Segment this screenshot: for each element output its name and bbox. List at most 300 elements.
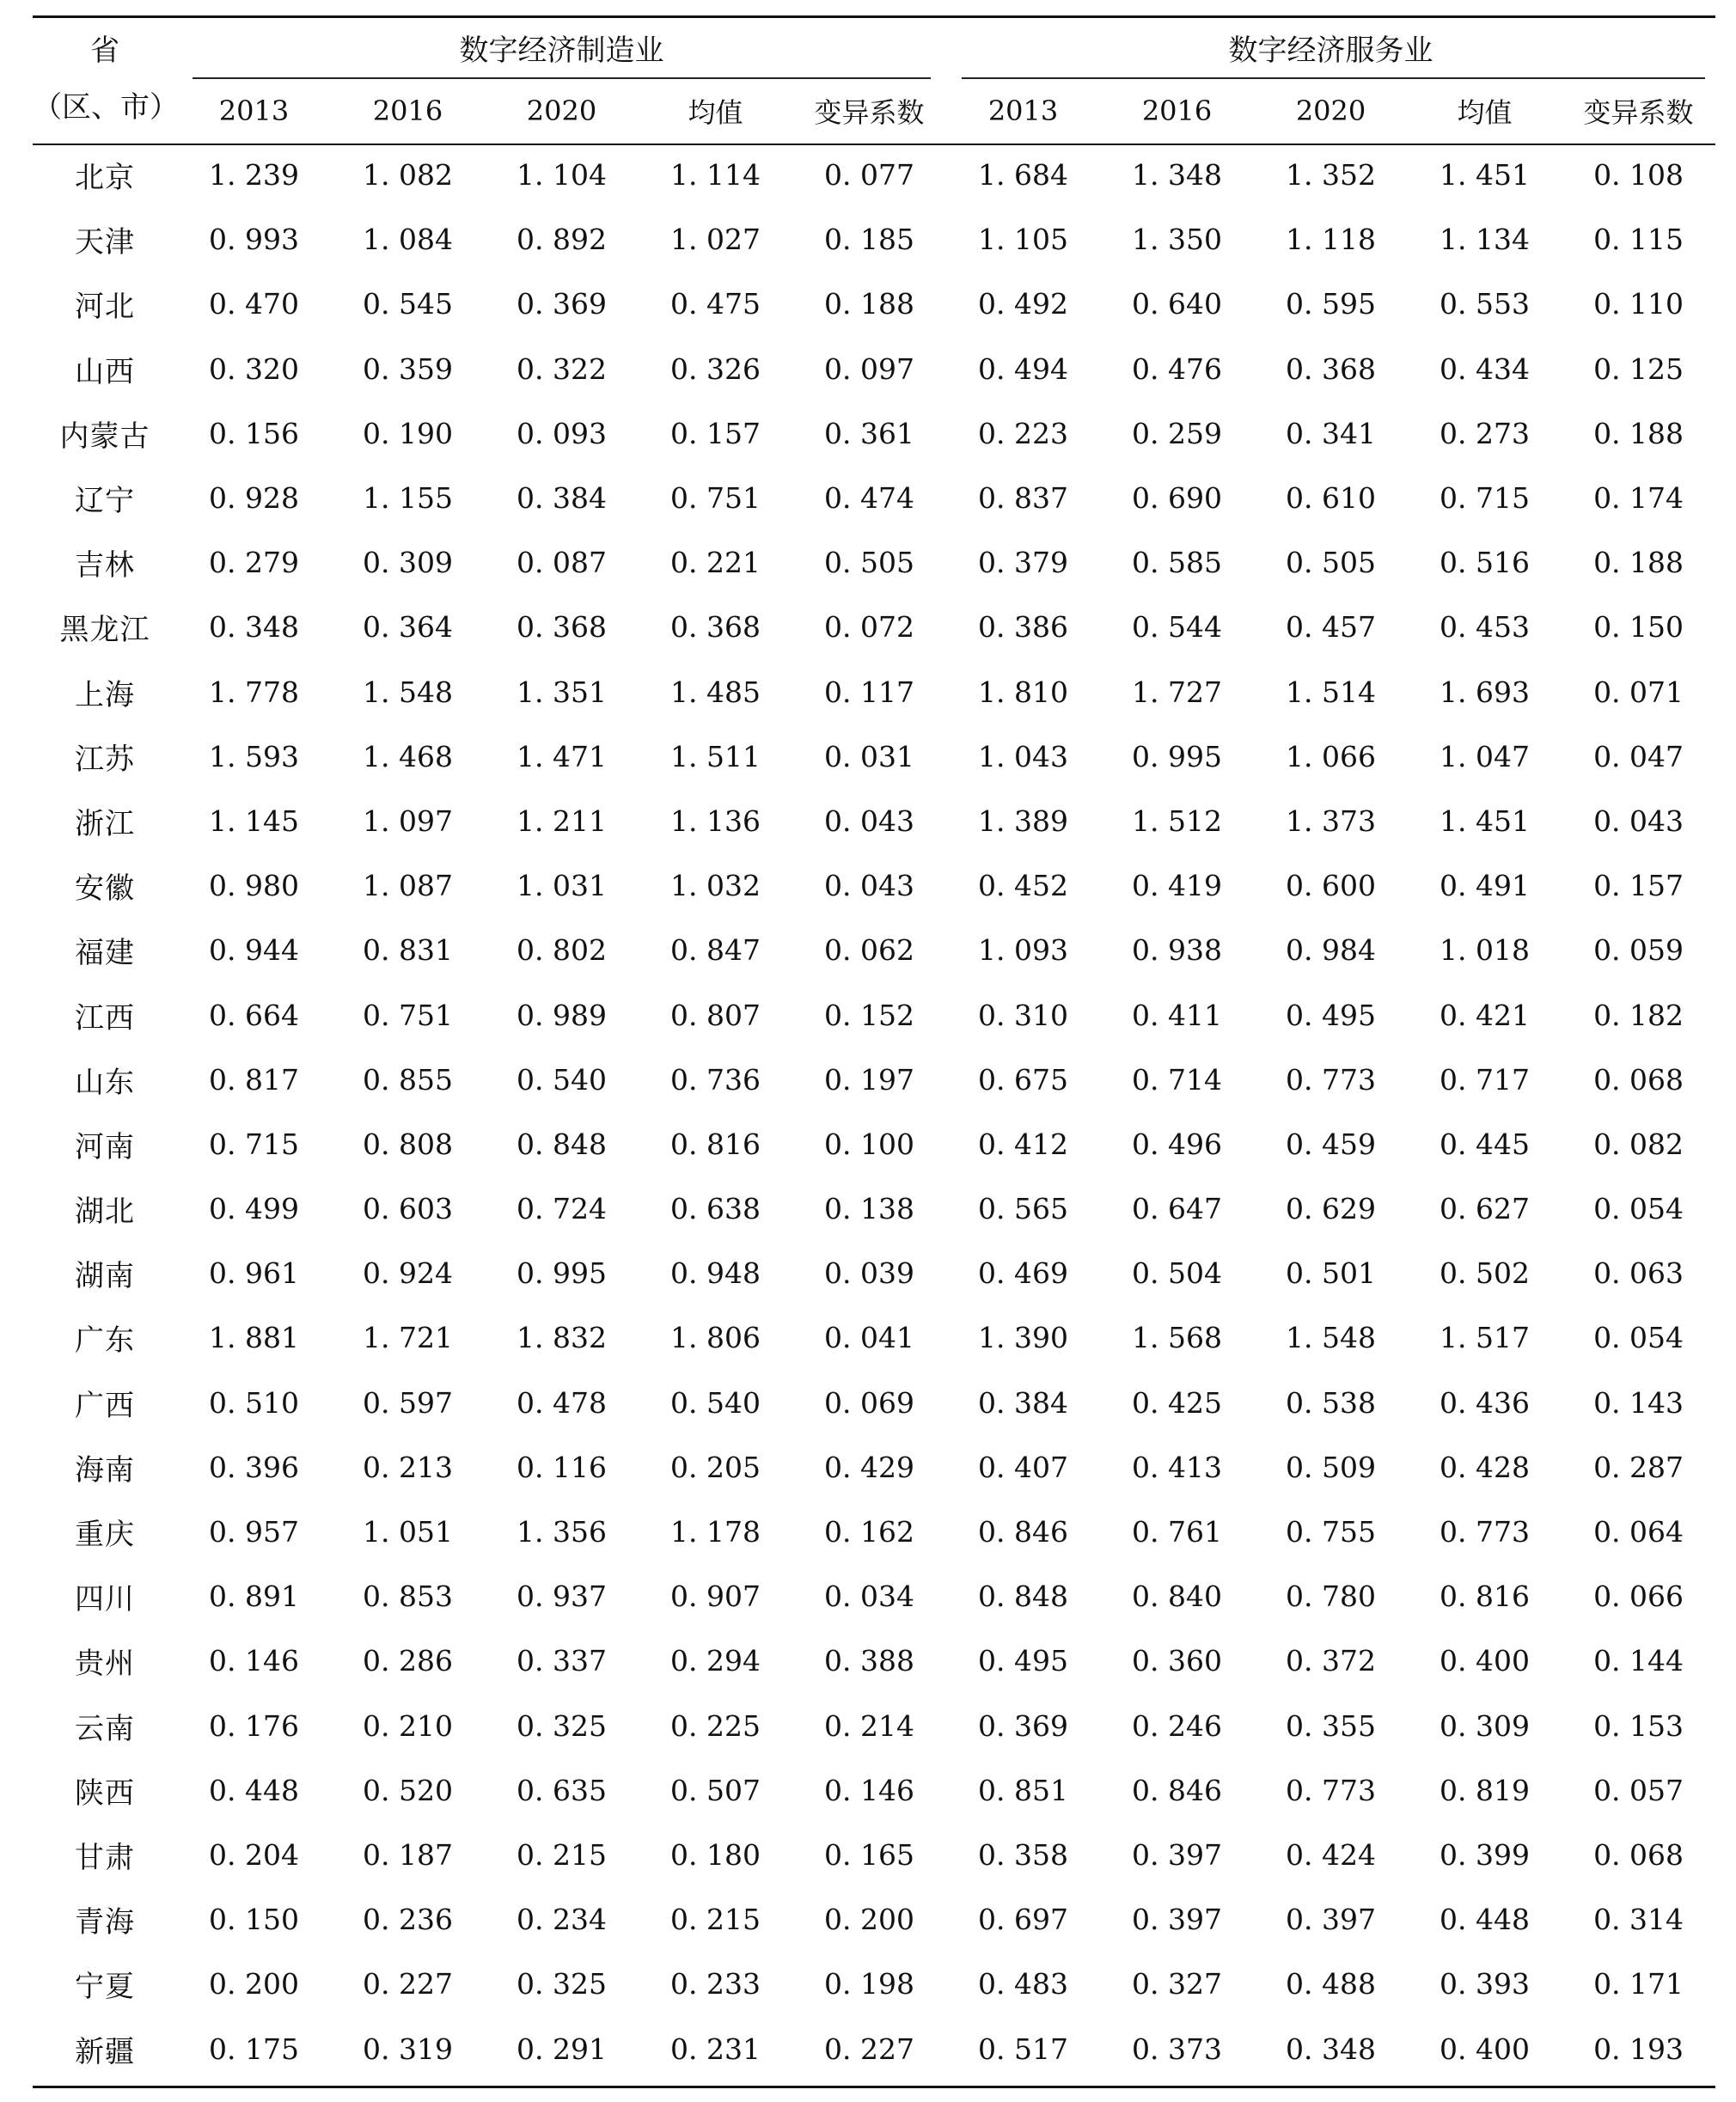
manufacturing-value-cell: 1. 145 bbox=[209, 804, 299, 838]
manufacturing-value-cell: 0. 279 bbox=[209, 546, 299, 580]
services-value-cell: 0. 496 bbox=[1132, 1127, 1223, 1161]
services-value-cell: 0. 068 bbox=[1593, 1837, 1684, 1872]
manufacturing-value-cell: 1. 031 bbox=[517, 869, 607, 903]
manufacturing-value-cell: 0. 507 bbox=[670, 1773, 761, 1807]
services-value-cell: 1. 373 bbox=[1286, 804, 1377, 838]
manufacturing-value-cell: 0. 853 bbox=[363, 1580, 453, 1614]
services-value-cell: 0. 755 bbox=[1286, 1515, 1377, 1549]
manufacturing-value-cell: 0. 210 bbox=[363, 1708, 453, 1743]
manufacturing-value-cell: 1. 468 bbox=[363, 739, 453, 773]
services-value-cell: 1. 066 bbox=[1286, 739, 1377, 773]
services-value-cell: 0. 419 bbox=[1132, 869, 1223, 903]
services-value-cell: 1. 514 bbox=[1286, 675, 1377, 709]
services-value-cell: 1. 118 bbox=[1286, 223, 1377, 257]
manufacturing-value-cell: 0. 751 bbox=[363, 998, 453, 1032]
manufacturing-col-header: 变异系数 bbox=[814, 96, 925, 129]
province-cell: 黑龙江 bbox=[59, 613, 150, 648]
manufacturing-value-cell: 0. 337 bbox=[517, 1644, 607, 1678]
manufacturing-value-cell: 1. 087 bbox=[363, 869, 453, 903]
services-value-cell: 0. 995 bbox=[1132, 739, 1223, 773]
province-column-header bbox=[33, 15, 177, 143]
manufacturing-value-cell: 0. 097 bbox=[824, 351, 914, 386]
table-row bbox=[33, 1887, 1715, 1952]
services-value-cell: 0. 397 bbox=[1132, 1837, 1223, 1872]
services-value-cell: 0. 476 bbox=[1132, 351, 1223, 386]
services-value-cell: 0. 495 bbox=[1286, 998, 1377, 1032]
services-value-cell: 0. 108 bbox=[1593, 158, 1684, 192]
manufacturing-value-cell: 0. 325 bbox=[517, 1708, 607, 1743]
table-row bbox=[33, 1564, 1715, 1628]
services-value-cell: 0. 544 bbox=[1132, 610, 1223, 645]
services-value-cell: 0. 066 bbox=[1593, 1580, 1684, 1614]
manufacturing-value-cell: 1. 211 bbox=[517, 804, 607, 838]
table-bottom-rule bbox=[33, 2086, 1715, 2088]
manufacturing-value-cell: 1. 155 bbox=[363, 481, 453, 516]
manufacturing-value-cell: 0. 499 bbox=[209, 1192, 299, 1226]
province-cell: 吉林 bbox=[75, 548, 135, 584]
services-value-cell: 0. 938 bbox=[1132, 933, 1223, 968]
table-row bbox=[33, 2016, 1715, 2081]
manufacturing-value-cell: 0. 146 bbox=[209, 1644, 299, 1678]
manufacturing-value-cell: 0. 319 bbox=[363, 2032, 453, 2066]
manufacturing-value-cell: 0. 724 bbox=[517, 1192, 607, 1226]
manufacturing-value-cell: 0. 138 bbox=[824, 1192, 914, 1226]
manufacturing-value-cell: 0. 156 bbox=[209, 416, 299, 450]
manufacturing-value-cell: 0. 204 bbox=[209, 1837, 299, 1872]
manufacturing-value-cell: 0. 116 bbox=[517, 1450, 607, 1484]
province-cell: 重庆 bbox=[75, 1518, 135, 1553]
province-cell: 甘肃 bbox=[75, 1840, 135, 1875]
manufacturing-value-cell: 0. 545 bbox=[363, 287, 453, 321]
services-value-cell: 0. 355 bbox=[1286, 1708, 1377, 1743]
table-row bbox=[33, 1241, 1715, 1305]
province-cell: 浙江 bbox=[75, 806, 135, 841]
table-row bbox=[33, 530, 1715, 595]
manufacturing-value-cell: 0. 989 bbox=[517, 998, 607, 1032]
services-value-cell: 1. 043 bbox=[978, 739, 1069, 773]
province-cell: 山东 bbox=[75, 1065, 135, 1100]
services-value-cell: 0. 453 bbox=[1440, 610, 1531, 645]
services-value-cell: 0. 675 bbox=[978, 1062, 1069, 1097]
table-row bbox=[33, 466, 1715, 530]
manufacturing-value-cell: 1. 485 bbox=[670, 675, 761, 709]
manufacturing-value-cell: 0. 638 bbox=[670, 1192, 761, 1226]
services-value-cell: 0. 434 bbox=[1440, 351, 1531, 386]
services-value-cell: 0. 504 bbox=[1132, 1256, 1223, 1291]
table-row bbox=[33, 660, 1715, 724]
services-value-cell: 0. 372 bbox=[1286, 1644, 1377, 1678]
manufacturing-col-header: 2016 bbox=[372, 95, 443, 127]
services-col-header: 变异系数 bbox=[1583, 96, 1694, 129]
services-value-cell: 1. 693 bbox=[1440, 675, 1531, 709]
services-value-cell: 0. 110 bbox=[1593, 287, 1684, 321]
manufacturing-value-cell: 1. 806 bbox=[670, 1321, 761, 1355]
province-cell: 辽宁 bbox=[75, 484, 135, 519]
manufacturing-value-cell: 0. 470 bbox=[209, 287, 299, 321]
manufacturing-value-cell: 0. 322 bbox=[517, 351, 607, 386]
table-row bbox=[33, 1500, 1715, 1564]
table-row bbox=[33, 1823, 1715, 1887]
manufacturing-value-cell: 1. 178 bbox=[670, 1515, 761, 1549]
services-value-cell: 0. 144 bbox=[1593, 1644, 1684, 1678]
table-row bbox=[33, 1371, 1715, 1435]
table-row bbox=[33, 272, 1715, 336]
province-cell: 安徽 bbox=[75, 871, 135, 907]
province-header-line2: （区、市） bbox=[33, 90, 179, 125]
services-value-cell: 0. 309 bbox=[1440, 1708, 1531, 1743]
manufacturing-value-cell: 0. 213 bbox=[363, 1450, 453, 1484]
manufacturing-value-cell: 0. 816 bbox=[670, 1127, 761, 1161]
manufacturing-value-cell: 0. 597 bbox=[363, 1385, 453, 1420]
services-col-header: 2016 bbox=[1141, 95, 1213, 127]
manufacturing-value-cell: 0. 150 bbox=[209, 1903, 299, 1937]
manufacturing-value-cell: 0. 847 bbox=[670, 933, 761, 968]
services-value-cell: 0. 171 bbox=[1593, 1967, 1684, 2001]
services-col-header: 2013 bbox=[987, 95, 1059, 127]
table-row bbox=[33, 1628, 1715, 1693]
services-value-cell: 0. 773 bbox=[1286, 1773, 1377, 1807]
manufacturing-value-cell: 0. 831 bbox=[363, 933, 453, 968]
services-value-cell: 0. 287 bbox=[1593, 1450, 1684, 1484]
manufacturing-value-cell: 0. 475 bbox=[670, 287, 761, 321]
services-value-cell: 0. 846 bbox=[1132, 1773, 1223, 1807]
services-value-cell: 0. 848 bbox=[978, 1580, 1069, 1614]
manufacturing-value-cell: 0. 807 bbox=[670, 998, 761, 1032]
services-value-cell: 1. 348 bbox=[1132, 158, 1223, 192]
services-value-cell: 0. 068 bbox=[1593, 1062, 1684, 1097]
manufacturing-value-cell: 0. 233 bbox=[670, 1967, 761, 2001]
manufacturing-value-cell: 0. 995 bbox=[517, 1256, 607, 1291]
manufacturing-value-cell: 0. 429 bbox=[824, 1450, 914, 1484]
manufacturing-value-cell: 0. 221 bbox=[670, 546, 761, 580]
services-value-cell: 0. 448 bbox=[1440, 1903, 1531, 1937]
manufacturing-value-cell: 0. 364 bbox=[363, 610, 453, 645]
province-cell: 河北 bbox=[75, 290, 135, 325]
manufacturing-value-cell: 0. 205 bbox=[670, 1450, 761, 1484]
manufacturing-value-cell: 1. 881 bbox=[209, 1321, 299, 1355]
manufacturing-value-cell: 0. 924 bbox=[363, 1256, 453, 1291]
manufacturing-value-cell: 0. 751 bbox=[670, 481, 761, 516]
manufacturing-col-header: 2013 bbox=[218, 95, 290, 127]
services-value-cell: 0. 143 bbox=[1593, 1385, 1684, 1420]
services-value-cell: 0. 054 bbox=[1593, 1321, 1684, 1355]
province-cell: 广西 bbox=[75, 1388, 135, 1423]
manufacturing-value-cell: 0. 200 bbox=[824, 1903, 914, 1937]
table-row bbox=[33, 1694, 1715, 1758]
services-value-cell: 1. 390 bbox=[978, 1321, 1069, 1355]
services-value-cell: 0. 358 bbox=[978, 1837, 1069, 1872]
province-cell: 新疆 bbox=[75, 2034, 135, 2069]
manufacturing-value-cell: 0. 891 bbox=[209, 1580, 299, 1614]
manufacturing-value-cell: 0. 225 bbox=[670, 1708, 761, 1743]
manufacturing-value-cell: 0. 540 bbox=[670, 1385, 761, 1420]
table-row bbox=[33, 1176, 1715, 1241]
services-value-cell: 1. 451 bbox=[1440, 158, 1531, 192]
manufacturing-value-cell: 0. 361 bbox=[824, 416, 914, 450]
services-value-cell: 1. 810 bbox=[978, 675, 1069, 709]
manufacturing-value-cell: 1. 593 bbox=[209, 739, 299, 773]
services-value-cell: 0. 348 bbox=[1286, 2032, 1377, 2066]
manufacturing-value-cell: 0. 808 bbox=[363, 1127, 453, 1161]
services-value-cell: 0. 407 bbox=[978, 1450, 1069, 1484]
manufacturing-value-cell: 0. 326 bbox=[670, 351, 761, 386]
province-cell: 河南 bbox=[75, 1129, 135, 1164]
province-cell: 海南 bbox=[75, 1452, 135, 1488]
services-value-cell: 0. 310 bbox=[978, 998, 1069, 1032]
manufacturing-value-cell: 0. 198 bbox=[824, 1967, 914, 2001]
manufacturing-value-cell: 1. 114 bbox=[670, 158, 761, 192]
manufacturing-value-cell: 0. 188 bbox=[824, 287, 914, 321]
manufacturing-value-cell: 0. 388 bbox=[824, 1644, 914, 1678]
manufacturing-value-cell: 0. 848 bbox=[517, 1127, 607, 1161]
manufacturing-col-header: 均值 bbox=[688, 96, 743, 129]
services-value-cell: 0. 469 bbox=[978, 1256, 1069, 1291]
services-value-cell: 0. 223 bbox=[978, 416, 1069, 450]
services-group-rule bbox=[962, 77, 1705, 79]
services-value-cell: 0. 082 bbox=[1593, 1127, 1684, 1161]
manufacturing-value-cell: 0. 039 bbox=[824, 1256, 914, 1291]
services-value-cell: 0. 517 bbox=[978, 2032, 1069, 2066]
services-value-cell: 0. 188 bbox=[1593, 416, 1684, 450]
province-cell: 北京 bbox=[75, 161, 135, 196]
services-value-cell: 0. 188 bbox=[1593, 546, 1684, 580]
services-value-cell: 0. 400 bbox=[1440, 2032, 1531, 2066]
province-cell: 江苏 bbox=[75, 742, 135, 777]
manufacturing-group-header bbox=[177, 15, 946, 79]
services-value-cell: 0. 411 bbox=[1132, 998, 1223, 1032]
services-value-cell: 1. 548 bbox=[1286, 1321, 1377, 1355]
services-group-label: 数字经济服务业 bbox=[1228, 33, 1433, 68]
manufacturing-value-cell: 1. 511 bbox=[670, 739, 761, 773]
manufacturing-value-cell: 0. 197 bbox=[824, 1062, 914, 1097]
manufacturing-value-cell: 0. 227 bbox=[363, 1967, 453, 2001]
manufacturing-value-cell: 0. 069 bbox=[824, 1385, 914, 1420]
manufacturing-value-cell: 0. 157 bbox=[670, 416, 761, 450]
services-value-cell: 0. 483 bbox=[978, 1967, 1069, 2001]
services-value-cell: 0. 840 bbox=[1132, 1580, 1223, 1614]
manufacturing-value-cell: 0. 635 bbox=[517, 1773, 607, 1807]
manufacturing-value-cell: 0. 320 bbox=[209, 351, 299, 386]
manufacturing-value-cell: 0. 957 bbox=[209, 1515, 299, 1549]
services-value-cell: 0. 397 bbox=[1132, 1903, 1223, 1937]
manufacturing-value-cell: 0. 736 bbox=[670, 1062, 761, 1097]
manufacturing-value-cell: 0. 368 bbox=[517, 610, 607, 645]
services-value-cell: 0. 816 bbox=[1440, 1580, 1531, 1614]
manufacturing-value-cell: 0. 190 bbox=[363, 416, 453, 450]
manufacturing-value-cell: 0. 294 bbox=[670, 1644, 761, 1678]
services-value-cell: 0. 360 bbox=[1132, 1644, 1223, 1678]
services-value-cell: 0. 059 bbox=[1593, 933, 1684, 968]
manufacturing-value-cell: 0. 928 bbox=[209, 481, 299, 516]
manufacturing-value-cell: 0. 236 bbox=[363, 1903, 453, 1937]
services-value-cell: 0. 627 bbox=[1440, 1192, 1531, 1226]
services-value-cell: 0. 553 bbox=[1440, 287, 1531, 321]
manufacturing-value-cell: 0. 162 bbox=[824, 1515, 914, 1549]
services-group-header bbox=[946, 15, 1715, 79]
services-value-cell: 0. 565 bbox=[978, 1192, 1069, 1226]
manufacturing-value-cell: 0. 215 bbox=[517, 1837, 607, 1872]
manufacturing-value-cell: 0. 165 bbox=[824, 1837, 914, 1872]
digital-economy-table bbox=[33, 15, 1715, 2081]
manufacturing-value-cell: 0. 077 bbox=[824, 158, 914, 192]
manufacturing-value-cell: 0. 180 bbox=[670, 1837, 761, 1872]
table-row bbox=[33, 595, 1715, 659]
table-body bbox=[33, 143, 1715, 2081]
services-value-cell: 1. 389 bbox=[978, 804, 1069, 838]
province-cell: 内蒙古 bbox=[59, 419, 150, 454]
province-cell: 福建 bbox=[75, 936, 135, 971]
manufacturing-value-cell: 0. 369 bbox=[517, 287, 607, 321]
province-cell: 青海 bbox=[75, 1905, 135, 1940]
manufacturing-value-cell: 0. 185 bbox=[824, 223, 914, 257]
services-value-cell: 1. 047 bbox=[1440, 739, 1531, 773]
services-value-cell: 0. 717 bbox=[1440, 1062, 1531, 1097]
manufacturing-value-cell: 0. 993 bbox=[209, 223, 299, 257]
manufacturing-value-cell: 1. 104 bbox=[517, 158, 607, 192]
services-value-cell: 0. 494 bbox=[978, 351, 1069, 386]
services-value-cell: 1. 018 bbox=[1440, 933, 1531, 968]
services-value-cell: 0. 457 bbox=[1286, 610, 1377, 645]
province-cell: 天津 bbox=[75, 225, 135, 260]
table-row bbox=[33, 1952, 1715, 2016]
table-row bbox=[33, 1435, 1715, 1500]
services-value-cell: 0. 984 bbox=[1286, 933, 1377, 968]
manufacturing-value-cell: 0. 146 bbox=[824, 1773, 914, 1807]
manufacturing-value-cell: 0. 396 bbox=[209, 1450, 299, 1484]
manufacturing-value-cell: 1. 471 bbox=[517, 739, 607, 773]
services-value-cell: 1. 512 bbox=[1132, 804, 1223, 838]
services-value-cell: 0. 761 bbox=[1132, 1515, 1223, 1549]
services-value-cell: 0. 505 bbox=[1286, 546, 1377, 580]
services-value-cell: 0. 384 bbox=[978, 1385, 1069, 1420]
manufacturing-value-cell: 0. 478 bbox=[517, 1385, 607, 1420]
services-value-cell: 0. 509 bbox=[1286, 1450, 1377, 1484]
services-value-cell: 0. 436 bbox=[1440, 1385, 1531, 1420]
services-value-cell: 0. 585 bbox=[1132, 546, 1223, 580]
services-value-cell: 1. 350 bbox=[1132, 223, 1223, 257]
manufacturing-value-cell: 0. 286 bbox=[363, 1644, 453, 1678]
province-cell: 上海 bbox=[75, 677, 135, 712]
province-cell: 四川 bbox=[75, 1582, 135, 1617]
manufacturing-value-cell: 0. 448 bbox=[209, 1773, 299, 1807]
province-cell: 宁夏 bbox=[75, 1970, 135, 2005]
manufacturing-value-cell: 0. 937 bbox=[517, 1580, 607, 1614]
manufacturing-value-cell: 0. 505 bbox=[824, 546, 914, 580]
manufacturing-group-label: 数字经济制造业 bbox=[459, 33, 664, 68]
services-value-cell: 1. 105 bbox=[978, 223, 1069, 257]
services-value-cell: 0. 043 bbox=[1593, 804, 1684, 838]
services-value-cell: 0. 373 bbox=[1132, 2032, 1223, 2066]
services-value-cell: 1. 684 bbox=[978, 158, 1069, 192]
manufacturing-value-cell: 0. 907 bbox=[670, 1580, 761, 1614]
services-value-cell: 0. 501 bbox=[1286, 1256, 1377, 1291]
manufacturing-value-cell: 1. 082 bbox=[363, 158, 453, 192]
services-value-cell: 0. 773 bbox=[1440, 1515, 1531, 1549]
province-cell: 山西 bbox=[75, 354, 135, 389]
manufacturing-value-cell: 0. 603 bbox=[363, 1192, 453, 1226]
manufacturing-value-cell: 0. 187 bbox=[363, 1837, 453, 1872]
services-value-cell: 0. 595 bbox=[1286, 287, 1377, 321]
manufacturing-col-header: 2020 bbox=[526, 95, 597, 127]
manufacturing-value-cell: 0. 855 bbox=[363, 1062, 453, 1097]
manufacturing-value-cell: 0. 892 bbox=[517, 223, 607, 257]
manufacturing-value-cell: 0. 231 bbox=[670, 2032, 761, 2066]
services-value-cell: 0. 412 bbox=[978, 1127, 1069, 1161]
table-row bbox=[33, 724, 1715, 789]
services-value-cell: 0. 399 bbox=[1440, 1837, 1531, 1872]
manufacturing-value-cell: 0. 309 bbox=[363, 546, 453, 580]
manufacturing-value-cell: 0. 944 bbox=[209, 933, 299, 968]
services-value-cell: 0. 846 bbox=[978, 1515, 1069, 1549]
province-cell: 陕西 bbox=[75, 1775, 135, 1811]
manufacturing-value-cell: 0. 817 bbox=[209, 1062, 299, 1097]
services-value-cell: 1. 727 bbox=[1132, 675, 1223, 709]
manufacturing-value-cell: 0. 291 bbox=[517, 2032, 607, 2066]
manufacturing-value-cell: 0. 368 bbox=[670, 610, 761, 645]
manufacturing-value-cell: 0. 041 bbox=[824, 1321, 914, 1355]
manufacturing-value-cell: 0. 031 bbox=[824, 739, 914, 773]
services-col-header: 均值 bbox=[1457, 96, 1513, 129]
table-row bbox=[33, 1758, 1715, 1823]
manufacturing-value-cell: 0. 961 bbox=[209, 1256, 299, 1291]
manufacturing-value-cell: 0. 510 bbox=[209, 1385, 299, 1420]
services-value-cell: 0. 773 bbox=[1286, 1062, 1377, 1097]
table-row bbox=[33, 1048, 1715, 1112]
services-value-cell: 0. 697 bbox=[978, 1903, 1069, 1937]
services-value-cell: 0. 246 bbox=[1132, 1708, 1223, 1743]
table-row bbox=[33, 982, 1715, 1047]
services-value-cell: 0. 064 bbox=[1593, 1515, 1684, 1549]
manufacturing-value-cell: 1. 027 bbox=[670, 223, 761, 257]
services-value-cell: 0. 647 bbox=[1132, 1192, 1223, 1226]
table-row bbox=[33, 918, 1715, 982]
services-value-cell: 0. 495 bbox=[978, 1644, 1069, 1678]
manufacturing-value-cell: 0. 200 bbox=[209, 1967, 299, 2001]
manufacturing-value-cell: 1. 239 bbox=[209, 158, 299, 192]
table-row bbox=[33, 789, 1715, 853]
manufacturing-value-cell: 1. 351 bbox=[517, 675, 607, 709]
manufacturing-value-cell: 0. 359 bbox=[363, 351, 453, 386]
manufacturing-value-cell: 0. 093 bbox=[517, 416, 607, 450]
services-value-cell: 0. 054 bbox=[1593, 1192, 1684, 1226]
services-value-cell: 0. 314 bbox=[1593, 1903, 1684, 1937]
manufacturing-value-cell: 1. 097 bbox=[363, 804, 453, 838]
services-value-cell: 0. 174 bbox=[1593, 481, 1684, 516]
manufacturing-value-cell: 0. 062 bbox=[824, 933, 914, 968]
services-value-cell: 0. 057 bbox=[1593, 1773, 1684, 1807]
manufacturing-value-cell: 1. 548 bbox=[363, 675, 453, 709]
services-value-cell: 0. 071 bbox=[1593, 675, 1684, 709]
services-value-cell: 0. 492 bbox=[978, 287, 1069, 321]
services-value-cell: 0. 488 bbox=[1286, 1967, 1377, 2001]
province-cell: 云南 bbox=[75, 1711, 135, 1746]
manufacturing-value-cell: 0. 043 bbox=[824, 804, 914, 838]
services-value-cell: 0. 640 bbox=[1132, 287, 1223, 321]
subheader-row bbox=[33, 79, 1715, 143]
manufacturing-value-cell: 0. 215 bbox=[670, 1903, 761, 1937]
services-value-cell: 0. 153 bbox=[1593, 1708, 1684, 1743]
services-value-cell: 0. 819 bbox=[1440, 1773, 1531, 1807]
services-value-cell: 0. 259 bbox=[1132, 416, 1223, 450]
services-value-cell: 0. 047 bbox=[1593, 739, 1684, 773]
table-row bbox=[33, 1112, 1715, 1176]
services-value-cell: 0. 452 bbox=[978, 869, 1069, 903]
services-value-cell: 1. 093 bbox=[978, 933, 1069, 968]
services-value-cell: 0. 425 bbox=[1132, 1385, 1223, 1420]
province-header-line1: 省 bbox=[90, 34, 119, 68]
services-value-cell: 0. 193 bbox=[1593, 2032, 1684, 2066]
services-value-cell: 0. 327 bbox=[1132, 1967, 1223, 2001]
